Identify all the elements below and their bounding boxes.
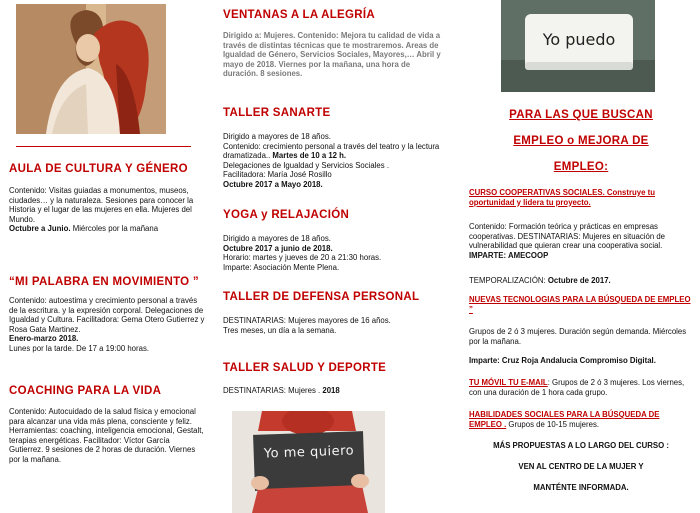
palabra-schedule: Lunes por la tarde. De 17 a 19:00 horas. — [9, 343, 150, 353]
defensa-text: DESTINATARIAS: Mujeres mayores de 16 años. Tres meses, un día a la semana. — [223, 316, 391, 335]
column-left — [0, 0, 210, 513]
nuevas-imparte: Imparte: Cruz Roja Andalucia Compromiso Digital. — [469, 356, 656, 365]
coaching-title: COACHING PARA LA VIDA — [9, 385, 162, 397]
movil-title: TU MÓVIL TU E-MAIL — [469, 378, 548, 387]
sign-text: Yo me quiero — [263, 443, 355, 462]
palabra-dates: Enero-marzo 2018. — [9, 334, 79, 344]
mantente-informada: MANTÉNTE INFORMADA. — [533, 483, 629, 492]
heading-line-1: PARA LAS QUE BUSCAN — [509, 109, 653, 121]
aula-text: Contenido: Visitas guiadas a monumentos, museos, ciudades… y la naturaleza. Sesiones para conocer la Historia y el lugar de las mujeres en ella. Mujeres del Mundo. Octubre a Junio. Miércoles por la mañana — [9, 186, 194, 234]
habilidades-text: HABILIDADES SOCIALES PARA LA BÚSQUEDA DE EMPLEO . Grupos de 10-15 mujeres. — [469, 410, 660, 429]
column-right — [462, 0, 700, 513]
ventanas-title: VENTANAS A LA ALEGRÍA — [223, 9, 375, 21]
sanarte-dates: Octubre 2017 a Mayo 2018. — [223, 179, 323, 189]
aula-title: AULA DE CULTURA Y GÉNERO — [9, 163, 188, 175]
nuevas-text: Grupos de 2 ó 3 mujeres. Duración según demanda. Miércoles por la mañana. — [469, 327, 687, 346]
mas-propuestas: MÁS PROPUESTAS A LO LARGO DEL CURSO : — [493, 441, 669, 450]
habilidades-title: HABILIDADES SOCIALES PARA LA BÚSQUEDA DE EMPLEO . — [469, 410, 660, 429]
coop-imparte: IMPARTE: AMECOOP — [469, 250, 549, 260]
palabra-text: Contenido: autoestima y crecimiento personal a través de la escritura. y la expresión corporal. Delegaciones de Igualdad y Cultura. Facilitadora: Gema Otero Gutierrez y Rosa Gata Martinez. Enero-marzo 2018. Lunes por la tarde. De 17 a 19:00 horas. — [9, 296, 205, 353]
ventanas-dates: Abril y mayo de 2018. — [223, 50, 441, 69]
salud-text: DESTINATARIAS: Mujeres . 2018 — [223, 386, 340, 395]
sanarte-text: Dirigido a mayores de 18 años. Contenido: crecimiento personal a través del teatro y la lectura dramatizada.. Martes de 10 a 12 h. Delegaciones de Igualdad y Servicios Sociales . Facilitadora: María José Rosillo Octubre 2017 a Mayo 2018. — [223, 132, 440, 189]
yoga-title: YOGA y RELAJACIÓN — [223, 209, 350, 221]
heading-line-3: EMPLEO: — [553, 161, 609, 173]
ven-al-centro: VEN AL CENTRO DE LA MUJER Y — [518, 462, 644, 471]
palabra-title: “MI PALABRA EN MOVIMIENTO ” — [9, 276, 199, 288]
heading-line-2: EMPLEO o MEJORA DE — [513, 135, 649, 147]
yoga-text: Dirigido a mayores de 18 años. Octubre 2017 a junio de 2018. Horario: martes y jueves de 20 a 21:30 horas. Imparte: Asociación Mente Plena. — [223, 234, 382, 272]
column-middle — [218, 0, 446, 513]
temporalizacion: TEMPORALIZACIÓN: Octubre de 2017. — [469, 276, 611, 285]
sign-text: Yo puedo — [542, 30, 616, 49]
coaching-text: Contenido: Autocuidado de la salud física y emocional para alcanzar una vida más plena, consciente y feliz. Herramientas: coaching, inteligencia emocional, Gestalt, terapias energéticas. Facilitador: Víctor García Gutierrez. 9 sesiones de 2 horas de duración. Viernes por la mañana. — [9, 407, 204, 464]
coop-title: CURSO COOPERATIVAS SOCIALES. Construye tu oportunidad y lidera tu proyecto. — [469, 188, 655, 207]
yo-me-quiero-image — [232, 411, 385, 513]
women-painting-image — [16, 4, 166, 134]
movil-text: TU MÓVIL TU E-MAIL: Grupos de 2 ó 3 mujeres. Los viernes, con una duración de 1 hora cada grupo. — [469, 378, 685, 397]
aula-schedule: Miércoles por la mañana — [70, 224, 159, 234]
sanarte-schedule: Martes de 10 a 12 h. — [270, 151, 347, 161]
yo-puedo-image — [501, 0, 655, 92]
ventanas-text: Dirigido a: Mujeres. Contenido: Mejora tu calidad de vida a través de distintas técnicas que te mostraremos. Areas de Igualdad de Género, Servicios Sociales, Mayores,… Abril y mayo de 2018. Viernes por la mañana, una hora de duración. 8 sesiones. — [223, 31, 441, 79]
coop-text: Contenido: Formación teórica y prácticas en empresas cooperativas. DESTINATARIAS: Mujeres en situación de vulnerabilidad que quieran crear una cooperativa social. IMPARTE: AMECOOP — [469, 222, 666, 260]
defensa-title: TALLER DE DEFENSA PERSONAL — [223, 291, 420, 303]
yoga-dates: Octubre 2017 a junio de 2018. — [223, 243, 333, 253]
divider — [16, 146, 191, 147]
nuevas-title: NUEVAS TECNOLOGIAS PARA LA BÚSQUEDA DE EMPLEO ” — [469, 295, 691, 314]
sanarte-title: TALLER SANARTE — [223, 107, 331, 119]
aula-dates: Octubre a Junio. — [9, 224, 71, 234]
salud-title: TALLER SALUD Y DEPORTE — [223, 362, 387, 374]
